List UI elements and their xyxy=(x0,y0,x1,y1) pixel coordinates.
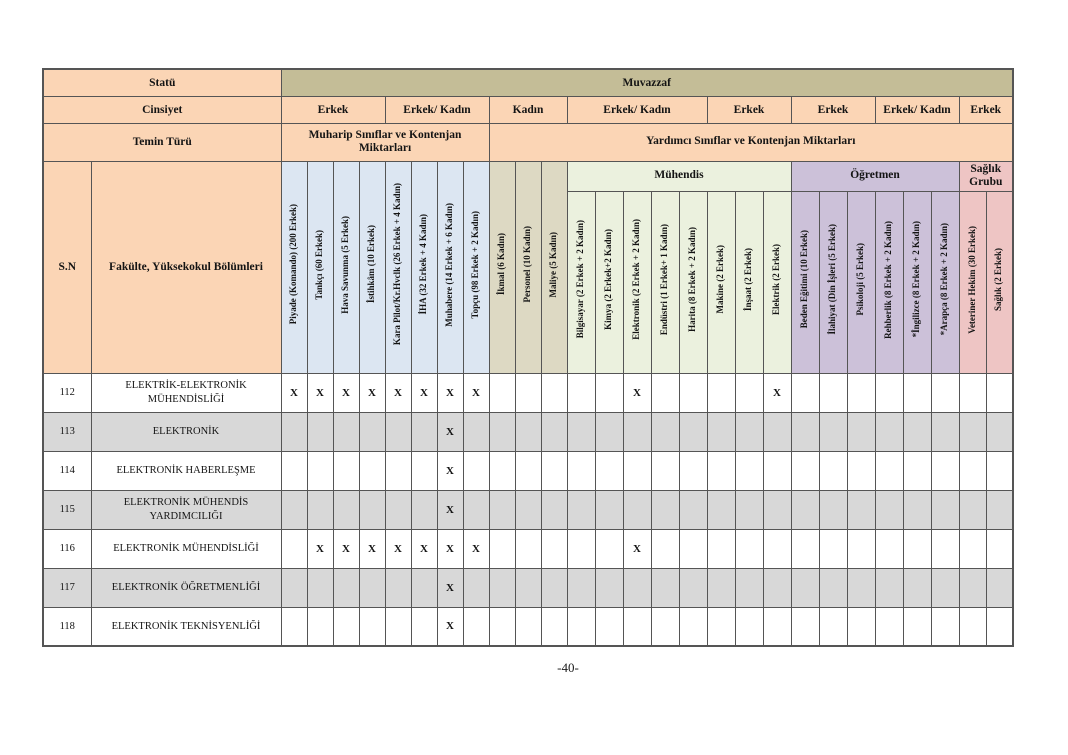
mark-cell: X xyxy=(437,607,463,646)
temin-turu-header: Temin Türü xyxy=(43,123,281,161)
empty-cell xyxy=(819,568,847,607)
empty-cell xyxy=(307,568,333,607)
empty-cell xyxy=(623,412,651,451)
empty-cell xyxy=(903,451,931,490)
empty-cell xyxy=(541,412,567,451)
empty-cell xyxy=(651,373,679,412)
empty-cell xyxy=(875,490,903,529)
empty-cell xyxy=(463,490,489,529)
empty-cell xyxy=(489,529,515,568)
empty-cell xyxy=(281,568,307,607)
empty-cell xyxy=(931,490,959,529)
empty-cell xyxy=(541,373,567,412)
empty-cell xyxy=(651,568,679,607)
column-header-label: İkmal (6 Kadın) xyxy=(496,233,507,296)
empty-cell xyxy=(567,529,595,568)
mark-cell: X xyxy=(463,529,489,568)
empty-cell xyxy=(515,373,541,412)
empty-cell xyxy=(847,373,875,412)
empty-cell xyxy=(819,490,847,529)
empty-cell xyxy=(959,607,986,646)
row-number-cell: 118 xyxy=(43,607,91,646)
empty-cell xyxy=(791,568,819,607)
column-header-label: İlahiyat (Din İşleri (5 Erkek) xyxy=(827,224,838,335)
table-row xyxy=(43,412,1013,451)
empty-cell xyxy=(847,490,875,529)
mark-cell: X xyxy=(385,373,411,412)
empty-cell xyxy=(903,529,931,568)
row-number-cell: 113 xyxy=(43,412,91,451)
empty-cell xyxy=(763,412,791,451)
empty-cell xyxy=(679,568,707,607)
empty-cell xyxy=(847,412,875,451)
column-header-label: Hava Savunma (5 Erkek) xyxy=(340,215,351,314)
table-row xyxy=(43,529,1013,568)
column-header-label: *İngilizce (8 Erkek + 2 Kadın) xyxy=(911,221,922,338)
empty-cell xyxy=(333,568,359,607)
empty-cell xyxy=(411,607,437,646)
empty-cell xyxy=(567,412,595,451)
empty-cell xyxy=(707,451,735,490)
empty-cell xyxy=(541,607,567,646)
column-header-label: İHA (32 Erkek + 4 Kadın) xyxy=(418,214,429,315)
empty-cell xyxy=(595,490,623,529)
cinsiyet-group: Erkek xyxy=(707,96,791,123)
empty-cell xyxy=(986,529,1013,568)
empty-cell xyxy=(707,373,735,412)
mark-cell: X xyxy=(359,529,385,568)
empty-cell xyxy=(735,373,763,412)
column-header-label: Kimya (2 Erkek+2 Kadın) xyxy=(603,229,614,330)
empty-cell xyxy=(595,607,623,646)
mark-cell: X xyxy=(333,373,359,412)
empty-cell xyxy=(735,412,763,451)
department-cell: ELEKTRONİK HABERLEŞME xyxy=(91,451,281,490)
column-header-label: Personel (10 Kadın) xyxy=(522,226,533,303)
empty-cell xyxy=(567,607,595,646)
empty-cell xyxy=(903,373,931,412)
mark-cell: X xyxy=(437,529,463,568)
empty-cell xyxy=(411,451,437,490)
empty-cell xyxy=(515,490,541,529)
cinsiyet-header: Cinsiyet xyxy=(43,96,281,123)
empty-cell xyxy=(791,373,819,412)
department-cell: ELEKTRONİK xyxy=(91,412,281,451)
empty-cell xyxy=(763,529,791,568)
column-header-label: Harita (8 Erkek + 2 Kadın) xyxy=(687,227,698,332)
empty-cell xyxy=(819,529,847,568)
empty-cell xyxy=(307,451,333,490)
empty-cell xyxy=(385,451,411,490)
column-header xyxy=(875,191,903,373)
empty-cell xyxy=(931,607,959,646)
empty-cell xyxy=(541,568,567,607)
empty-cell xyxy=(385,412,411,451)
column-header xyxy=(541,161,567,373)
mark-cell: X xyxy=(307,373,333,412)
row-number-cell: 114 xyxy=(43,451,91,490)
empty-cell xyxy=(623,451,651,490)
muvazzaf-header: Muvazzaf xyxy=(281,69,1013,96)
empty-cell xyxy=(903,568,931,607)
empty-cell xyxy=(411,490,437,529)
column-header xyxy=(651,191,679,373)
column-header xyxy=(515,161,541,373)
empty-cell xyxy=(735,568,763,607)
column-header-label: Psikoloji (5 Erkek) xyxy=(855,243,866,316)
empty-cell xyxy=(707,490,735,529)
empty-cell xyxy=(281,451,307,490)
mark-cell: X xyxy=(359,373,385,412)
saglik-group-header: Sağlık Grubu xyxy=(959,161,1013,191)
empty-cell xyxy=(959,373,986,412)
table-row xyxy=(43,568,1013,607)
department-cell: ELEKTRONİK MÜHENDİS YARDIMCILIĞI xyxy=(91,490,281,529)
department-cell: ELEKTRONİK ÖĞRETMENLİĞİ xyxy=(91,568,281,607)
empty-cell xyxy=(791,412,819,451)
mark-cell: X xyxy=(623,373,651,412)
empty-cell xyxy=(385,490,411,529)
empty-cell xyxy=(333,451,359,490)
empty-cell xyxy=(515,568,541,607)
empty-cell xyxy=(903,607,931,646)
department-cell: ELEKTRONİK TEKNİSYENLİĞİ xyxy=(91,607,281,646)
mark-cell: X xyxy=(333,529,359,568)
empty-cell xyxy=(567,451,595,490)
column-header xyxy=(847,191,875,373)
empty-cell xyxy=(489,607,515,646)
column-header xyxy=(679,191,707,373)
statu-header: Statü xyxy=(43,69,281,96)
column-header xyxy=(819,191,847,373)
empty-cell xyxy=(595,373,623,412)
empty-cell xyxy=(623,607,651,646)
empty-cell xyxy=(359,568,385,607)
column-header-label: Topçu (98 Erkek + 2 Kadın) xyxy=(470,210,481,319)
empty-cell xyxy=(986,568,1013,607)
cinsiyet-group: Erkek xyxy=(959,96,1013,123)
mark-cell: X xyxy=(307,529,333,568)
column-header xyxy=(411,161,437,373)
empty-cell xyxy=(333,490,359,529)
mark-cell: X xyxy=(437,373,463,412)
empty-cell xyxy=(707,568,735,607)
mark-cell: X xyxy=(437,412,463,451)
empty-cell xyxy=(819,607,847,646)
empty-cell xyxy=(359,451,385,490)
empty-cell xyxy=(595,451,623,490)
cinsiyet-group: Erkek xyxy=(791,96,875,123)
empty-cell xyxy=(959,568,986,607)
empty-cell xyxy=(281,607,307,646)
column-header-label: Piyade (Komando) (200 Erkek) xyxy=(288,204,299,325)
mark-cell: X xyxy=(437,451,463,490)
empty-cell xyxy=(359,412,385,451)
empty-cell xyxy=(735,490,763,529)
empty-cell xyxy=(986,490,1013,529)
empty-cell xyxy=(791,529,819,568)
page-number: -40- xyxy=(557,660,579,675)
empty-cell xyxy=(281,529,307,568)
column-header xyxy=(385,161,411,373)
empty-cell xyxy=(931,529,959,568)
empty-cell xyxy=(707,529,735,568)
mark-cell: X xyxy=(763,373,791,412)
empty-cell xyxy=(567,373,595,412)
muharip-section-header: Muharip Sınıflar ve Kontenjan Miktarları xyxy=(281,123,489,161)
cinsiyet-group: Erkek/ Kadın xyxy=(567,96,707,123)
empty-cell xyxy=(541,529,567,568)
empty-cell xyxy=(359,490,385,529)
mark-cell: X xyxy=(437,490,463,529)
empty-cell xyxy=(463,451,489,490)
empty-cell xyxy=(931,451,959,490)
column-header xyxy=(281,161,307,373)
column-header xyxy=(931,191,959,373)
column-header-label: Muhabere (14 Erkek + 6 Kadın) xyxy=(444,202,455,327)
empty-cell xyxy=(307,607,333,646)
empty-cell xyxy=(679,451,707,490)
empty-cell xyxy=(541,451,567,490)
column-header-label: Beden Eğitimi (10 Erkek) xyxy=(799,230,810,329)
yardimci-section-header: Yardımcı Sınıflar ve Kontenjan Miktarları xyxy=(489,123,1013,161)
empty-cell xyxy=(847,568,875,607)
empty-cell xyxy=(847,529,875,568)
column-header-label: Endüstri (1 Erkek+ 1 Kadın) xyxy=(659,223,670,336)
empty-cell xyxy=(411,568,437,607)
empty-cell xyxy=(333,607,359,646)
empty-cell xyxy=(489,412,515,451)
column-header xyxy=(307,161,333,373)
empty-cell xyxy=(515,607,541,646)
empty-cell xyxy=(735,451,763,490)
mark-cell: X xyxy=(437,568,463,607)
empty-cell xyxy=(707,412,735,451)
department-cell: ELEKTRİK-ELEKTRONİK MÜHENDİSLİĞİ xyxy=(91,373,281,412)
row-number-cell: 112 xyxy=(43,373,91,412)
empty-cell xyxy=(307,412,333,451)
empty-cell xyxy=(651,451,679,490)
empty-cell xyxy=(623,568,651,607)
empty-cell xyxy=(931,412,959,451)
column-header-label: Veteriner Hekim (30 Erkek) xyxy=(966,225,977,334)
column-header xyxy=(489,161,515,373)
empty-cell xyxy=(986,373,1013,412)
empty-cell xyxy=(651,529,679,568)
empty-cell xyxy=(515,451,541,490)
column-header-label: Sağlık (2 Erkek) xyxy=(993,247,1004,311)
empty-cell xyxy=(931,568,959,607)
table-row xyxy=(43,490,1013,529)
empty-cell xyxy=(931,373,959,412)
column-header xyxy=(359,161,385,373)
empty-cell xyxy=(595,568,623,607)
column-header xyxy=(735,191,763,373)
empty-cell xyxy=(567,568,595,607)
column-header xyxy=(791,191,819,373)
column-header-label: Tankçı (60 Erkek) xyxy=(314,229,325,300)
empty-cell xyxy=(847,451,875,490)
empty-cell xyxy=(679,607,707,646)
empty-cell xyxy=(489,568,515,607)
empty-cell xyxy=(463,607,489,646)
empty-cell xyxy=(875,568,903,607)
empty-cell xyxy=(875,607,903,646)
column-header xyxy=(333,161,359,373)
empty-cell xyxy=(385,607,411,646)
empty-cell xyxy=(735,607,763,646)
empty-cell xyxy=(515,529,541,568)
empty-cell xyxy=(567,490,595,529)
row-number-cell: 116 xyxy=(43,529,91,568)
empty-cell xyxy=(903,490,931,529)
column-header xyxy=(763,191,791,373)
empty-cell xyxy=(359,607,385,646)
empty-cell xyxy=(411,412,437,451)
column-header-label: Makine (2 Erkek) xyxy=(715,245,726,314)
empty-cell xyxy=(763,451,791,490)
empty-cell xyxy=(541,490,567,529)
cinsiyet-group: Erkek xyxy=(281,96,385,123)
column-header xyxy=(437,161,463,373)
kontenjan-table xyxy=(42,68,1014,647)
mark-cell: X xyxy=(411,529,437,568)
empty-cell xyxy=(735,529,763,568)
empty-cell xyxy=(651,412,679,451)
empty-cell xyxy=(489,373,515,412)
empty-cell xyxy=(986,451,1013,490)
empty-cell xyxy=(679,529,707,568)
empty-cell xyxy=(986,412,1013,451)
empty-cell xyxy=(463,568,489,607)
empty-cell xyxy=(763,490,791,529)
department-cell: ELEKTRONİK MÜHENDİSLİĞİ xyxy=(91,529,281,568)
empty-cell xyxy=(791,490,819,529)
sn-header: S.N xyxy=(43,161,91,373)
cinsiyet-group: Kadın xyxy=(489,96,567,123)
ogretmen-group-header: Öğretmen xyxy=(791,161,959,191)
muhendis-group-header: Mühendis xyxy=(567,161,791,191)
empty-cell xyxy=(707,607,735,646)
table-row xyxy=(43,607,1013,646)
column-header xyxy=(959,191,986,373)
empty-cell xyxy=(489,451,515,490)
column-header-label: İnşaat (2 Erkek) xyxy=(743,247,754,311)
empty-cell xyxy=(515,412,541,451)
empty-cell xyxy=(489,490,515,529)
empty-cell xyxy=(959,451,986,490)
column-header xyxy=(595,191,623,373)
fakulte-header: Fakülte, Yüksekokul Bölümleri xyxy=(91,161,281,373)
table-row xyxy=(43,373,1013,412)
empty-cell xyxy=(875,373,903,412)
column-header xyxy=(623,191,651,373)
empty-cell xyxy=(819,412,847,451)
empty-cell xyxy=(679,490,707,529)
mark-cell: X xyxy=(411,373,437,412)
empty-cell xyxy=(875,529,903,568)
column-header xyxy=(567,191,595,373)
empty-cell xyxy=(651,490,679,529)
row-number-cell: 117 xyxy=(43,568,91,607)
empty-cell xyxy=(903,412,931,451)
empty-cell xyxy=(281,490,307,529)
column-header-label: Rehberlik (8 Erkek + 2 Kadın) xyxy=(883,220,894,339)
empty-cell xyxy=(875,451,903,490)
empty-cell xyxy=(959,490,986,529)
column-header-label: Kara Pilot/Kr.Hvclk (26 Erkek + 4 Kadın) xyxy=(392,183,403,346)
column-header-label: İstihkâm (10 Erkek) xyxy=(366,225,377,304)
column-header-label: Elektronik (2 Erkek + 2 Kadın) xyxy=(631,219,642,340)
empty-cell xyxy=(819,373,847,412)
cinsiyet-group: Erkek/ Kadın xyxy=(875,96,959,123)
column-header-label: Bilgisayar (2 Erkek + 2 Kadın) xyxy=(575,220,586,339)
empty-cell xyxy=(819,451,847,490)
empty-cell xyxy=(333,412,359,451)
empty-cell xyxy=(385,568,411,607)
empty-cell xyxy=(875,412,903,451)
empty-cell xyxy=(595,412,623,451)
column-header xyxy=(463,161,489,373)
empty-cell xyxy=(763,607,791,646)
empty-cell xyxy=(281,412,307,451)
empty-cell xyxy=(959,412,986,451)
column-header-label: Elektrik (2 Erkek) xyxy=(771,244,782,315)
row-number-cell: 115 xyxy=(43,490,91,529)
table-row xyxy=(43,451,1013,490)
mark-cell: X xyxy=(385,529,411,568)
empty-cell xyxy=(763,568,791,607)
empty-cell xyxy=(791,607,819,646)
empty-cell xyxy=(679,412,707,451)
empty-cell xyxy=(679,373,707,412)
cinsiyet-group: Erkek/ Kadın xyxy=(385,96,489,123)
empty-cell xyxy=(791,451,819,490)
column-header xyxy=(707,191,735,373)
empty-cell xyxy=(651,607,679,646)
column-header xyxy=(903,191,931,373)
empty-cell xyxy=(307,490,333,529)
empty-cell xyxy=(463,412,489,451)
column-header-label: *Arapça (8 Erkek + 2 Kadın) xyxy=(939,223,950,336)
mark-cell: X xyxy=(623,529,651,568)
mark-cell: X xyxy=(463,373,489,412)
empty-cell xyxy=(623,490,651,529)
empty-cell xyxy=(986,607,1013,646)
empty-cell xyxy=(595,529,623,568)
mark-cell: X xyxy=(281,373,307,412)
column-header xyxy=(986,191,1013,373)
empty-cell xyxy=(847,607,875,646)
empty-cell xyxy=(959,529,986,568)
column-header-label: Maliye (5 Kadın) xyxy=(548,231,559,298)
